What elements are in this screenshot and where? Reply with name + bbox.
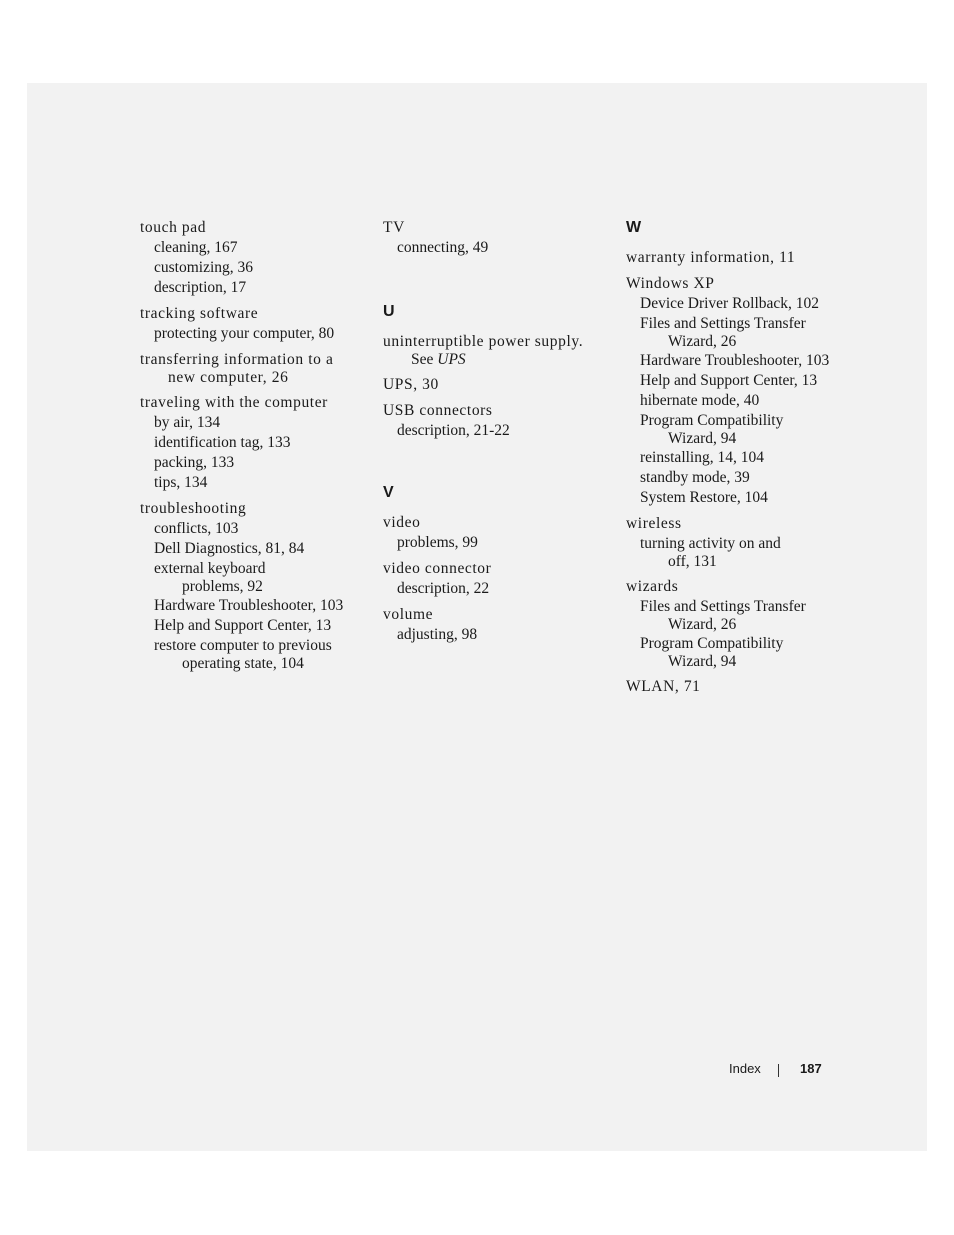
index-column-2 bbox=[383, 218, 608, 645]
index-subentry: description, 21-22 bbox=[397, 422, 510, 439]
index-entry: UPS, 30 bbox=[383, 376, 439, 393]
index-subentry: turning activity on and bbox=[640, 535, 781, 552]
index-entry: troubleshooting bbox=[140, 500, 247, 517]
index-subentry: connecting, 49 bbox=[397, 239, 489, 256]
index-column-3 bbox=[626, 218, 851, 697]
index-subentry-continuation: operating state, 104 bbox=[182, 655, 304, 672]
index-subentry: protecting your computer, 80 bbox=[154, 325, 335, 342]
index-entry: video connector bbox=[383, 560, 492, 577]
index-entry: USB connectors bbox=[383, 402, 493, 419]
index-subentry: Files and Settings Transfer bbox=[640, 598, 806, 615]
section-letter: W bbox=[626, 219, 642, 236]
index-subentry: Program Compatibility bbox=[640, 412, 784, 429]
index-entry: video bbox=[383, 514, 421, 531]
page-number: 187 bbox=[800, 1061, 822, 1076]
index-entry: uninterruptible power supply. bbox=[383, 333, 584, 350]
index-entry: traveling with the computer bbox=[140, 394, 328, 411]
index-subentry: conflicts, 103 bbox=[154, 520, 239, 537]
footer-divider bbox=[778, 1064, 779, 1077]
cross-reference: UPS bbox=[437, 351, 466, 368]
index-subentry: Help and Support Center, 13 bbox=[640, 372, 818, 389]
index-subentry-continuation: Wizard, 26 bbox=[668, 616, 737, 633]
index-entry: tracking software bbox=[140, 305, 259, 322]
index-subentry: external keyboard bbox=[154, 560, 266, 577]
index-entry: wizards bbox=[626, 578, 679, 595]
index-subentry: Help and Support Center, 13 bbox=[154, 617, 332, 634]
index-subentry: description, 17 bbox=[154, 279, 247, 296]
index-subentry-continuation: Wizard, 94 bbox=[668, 653, 737, 670]
index-subentry: System Restore, 104 bbox=[640, 489, 768, 506]
index-column-1 bbox=[140, 218, 365, 673]
footer-section-label: Index bbox=[729, 1061, 761, 1076]
index-entry: warranty information, 11 bbox=[626, 249, 796, 266]
index-entry-continuation: See UPS bbox=[411, 351, 466, 368]
index-subentry: adjusting, 98 bbox=[397, 626, 478, 643]
section-letter: U bbox=[383, 303, 395, 320]
index-subentry: identification tag, 133 bbox=[154, 434, 291, 451]
index-subentry: description, 22 bbox=[397, 580, 490, 597]
index-subentry: Hardware Troubleshooter, 103 bbox=[154, 597, 344, 614]
index-subentry: standby mode, 39 bbox=[640, 469, 750, 486]
index-entry-continuation: new computer, 26 bbox=[168, 369, 289, 386]
index-subentry: Program Compatibility bbox=[640, 635, 784, 652]
index-entry: volume bbox=[383, 606, 434, 623]
index-entry: Windows XP bbox=[626, 275, 715, 292]
index-subentry: Dell Diagnostics, 81, 84 bbox=[154, 540, 305, 557]
index-subentry-continuation: off, 131 bbox=[668, 553, 717, 570]
index-entry: transferring information to a bbox=[140, 351, 334, 368]
index-subentry: by air, 134 bbox=[154, 414, 221, 431]
index-subentry: cleaning, 167 bbox=[154, 239, 238, 256]
index-subentry-continuation: Wizard, 26 bbox=[668, 333, 737, 350]
index-entry: WLAN, 71 bbox=[626, 678, 701, 695]
index-subentry: customizing, 36 bbox=[154, 259, 254, 276]
index-subentry-continuation: problems, 92 bbox=[182, 578, 263, 595]
index-subentry: hibernate mode, 40 bbox=[640, 392, 760, 409]
index-entry: touch pad bbox=[140, 219, 207, 236]
index-entry: wireless bbox=[626, 515, 682, 532]
index-entry: TV bbox=[383, 219, 405, 236]
index-subentry: Device Driver Rollback, 102 bbox=[640, 295, 820, 312]
index-subentry: reinstalling, 14, 104 bbox=[640, 449, 764, 466]
section-letter: V bbox=[383, 484, 394, 501]
index-subentry: restore computer to previous bbox=[154, 637, 332, 654]
index-subentry: packing, 133 bbox=[154, 454, 235, 471]
index-subentry-continuation: Wizard, 94 bbox=[668, 430, 737, 447]
index-subentry: Hardware Troubleshooter, 103 bbox=[640, 352, 830, 369]
index-subentry: tips, 134 bbox=[154, 474, 208, 491]
index-subentry: Files and Settings Transfer bbox=[640, 315, 806, 332]
index-subentry: problems, 99 bbox=[397, 534, 478, 551]
